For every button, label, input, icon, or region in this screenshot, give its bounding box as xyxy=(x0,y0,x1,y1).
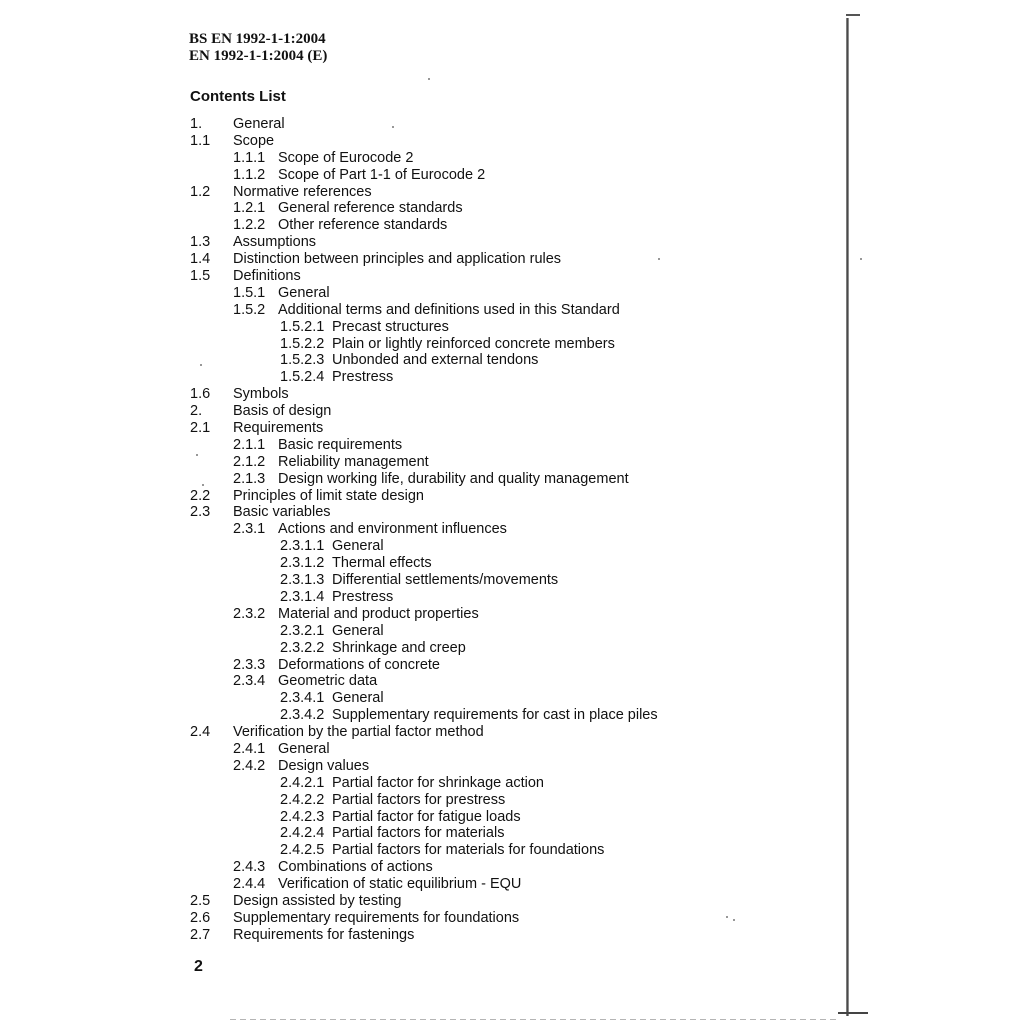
page-bottom-edge xyxy=(230,1019,840,1020)
toc-entry-number: 2.3.2.2 xyxy=(280,639,325,656)
toc-entry-number: 1.6 xyxy=(190,386,211,403)
toc-entry-title: Prestress xyxy=(332,369,394,386)
toc-entry xyxy=(190,302,830,319)
toc-entry xyxy=(190,690,830,707)
toc-entry-title: Design values xyxy=(278,757,370,774)
toc-entry-title: Basic requirements xyxy=(278,436,403,453)
toc-entry xyxy=(190,640,830,657)
toc-entry-title: Verification of static equilibrium - EQU xyxy=(278,876,522,893)
toc-entry xyxy=(190,437,830,454)
binding-edge-foot xyxy=(838,1012,868,1014)
toc-entry-number: 2.3.4 xyxy=(233,673,266,690)
toc-entry-title: Scope of Part 1-1 of Eurocode 2 xyxy=(278,166,486,183)
toc-entry-number: 1.1.1 xyxy=(233,149,266,166)
toc-entry-title: Verification by the partial factor method xyxy=(233,724,484,741)
scan-speck xyxy=(196,454,198,456)
toc-entry-title: Definitions xyxy=(233,268,301,285)
toc-entry-title: General xyxy=(332,690,384,707)
toc-entry xyxy=(190,555,830,572)
toc-entry xyxy=(190,336,830,353)
toc-entry-title: Plain or lightly reinforced concrete members xyxy=(332,335,615,352)
toc-entry-number: 1. xyxy=(190,116,203,132)
toc-entry-title: Supplementary requirements for foundations xyxy=(233,909,520,926)
toc-entry-title: Requirements xyxy=(233,420,324,437)
standard-reference-edition: EN 1992-1-1:2004 (E) xyxy=(189,48,328,64)
toc-entry-title: Basic variables xyxy=(233,504,331,521)
binding-edge-top xyxy=(846,14,860,16)
toc-entry xyxy=(190,707,830,724)
toc-entry-number: 2.4.2.1 xyxy=(280,774,325,791)
toc-entry-number: 2.4.2.5 xyxy=(280,842,325,859)
toc-entry-title: Thermal effects xyxy=(332,555,432,572)
toc-entry-title: Shrinkage and creep xyxy=(332,639,466,656)
toc-entry-number: 2.2 xyxy=(190,487,211,504)
scan-speck xyxy=(392,126,394,128)
toc-entry-title: Requirements for fastenings xyxy=(233,926,415,943)
toc-entry-title: Additional terms and definitions used in this Standard xyxy=(278,301,620,318)
toc-entry-title: Unbonded and external tendons xyxy=(332,352,539,369)
toc-entry xyxy=(190,116,830,133)
toc-entry-number: 2.7 xyxy=(190,926,211,943)
toc-entry-number: 1.5.2.1 xyxy=(280,318,325,335)
toc-entry xyxy=(190,538,830,555)
toc-entry xyxy=(190,420,830,437)
standard-reference: BS EN 1992-1-1:2004 xyxy=(189,31,326,47)
toc-entry-title: Combinations of actions xyxy=(278,859,433,876)
toc-entry-title: General reference standards xyxy=(278,200,463,217)
toc-entry-number: 2.3.4.1 xyxy=(280,690,325,707)
toc-entry xyxy=(190,606,830,623)
toc-entry-number: 2.3.2.1 xyxy=(280,622,325,639)
toc-entry-title: Other reference standards xyxy=(278,217,448,234)
toc-entry-number: 1.5.2.2 xyxy=(280,335,325,352)
toc-entry-title: Reliability management xyxy=(278,453,429,470)
toc-entry-number: 2.1 xyxy=(190,420,211,437)
toc-entry xyxy=(190,893,830,910)
toc-entry xyxy=(190,809,830,826)
toc-entry-number: 2.4.2 xyxy=(233,757,266,774)
toc-entry xyxy=(190,251,830,268)
toc-entry xyxy=(190,319,830,336)
toc-entry-number: 1.5.1 xyxy=(233,284,266,301)
toc-entry-number: 1.5.2 xyxy=(233,301,266,318)
binding-edge xyxy=(846,18,849,1016)
toc-entry-title: Scope xyxy=(233,132,275,149)
toc-entry xyxy=(190,521,830,538)
toc-entry xyxy=(190,775,830,792)
toc-entry-number: 2.1.2 xyxy=(233,453,266,470)
toc-entry-title: Distinction between principles and application rules xyxy=(233,251,562,268)
toc-entry-title: Supplementary requirements for cast in place piles xyxy=(332,707,658,724)
toc-entry-title: General xyxy=(278,740,330,757)
scan-speck xyxy=(428,78,430,80)
toc-entry xyxy=(190,488,830,505)
toc-entry xyxy=(190,352,830,369)
toc-entry-number: 2.3.1.3 xyxy=(280,572,325,589)
toc-entry xyxy=(190,454,830,471)
scan-speck xyxy=(658,258,660,260)
toc-entry-title: Geometric data xyxy=(278,673,378,690)
toc-entry-title: Design assisted by testing xyxy=(233,892,402,909)
toc-entry-title: Scope of Eurocode 2 xyxy=(278,149,414,166)
toc-entry-number: 2.3.1.2 xyxy=(280,555,325,572)
scan-speck xyxy=(726,916,728,918)
toc-entry xyxy=(190,200,830,217)
toc-entry xyxy=(190,758,830,775)
toc-entry-number: 1.2.2 xyxy=(233,217,266,234)
toc-entry xyxy=(190,927,830,944)
toc-entry xyxy=(190,167,830,184)
toc-entry xyxy=(190,876,830,893)
toc-entry xyxy=(190,842,830,859)
scan-speck xyxy=(733,919,735,921)
toc-entry xyxy=(190,184,830,201)
toc-entry-number: 1.2.1 xyxy=(233,200,266,217)
toc-entry-number: 2.1.3 xyxy=(233,470,266,487)
toc-entry-title: Design working life, durability and quality management xyxy=(278,470,629,487)
toc-entry-number: 2.5 xyxy=(190,892,211,909)
toc-entry xyxy=(190,369,830,386)
toc-entry-number: 2.4.2.2 xyxy=(280,791,325,808)
toc-entry xyxy=(190,724,830,741)
toc-entry-title: General xyxy=(332,538,384,555)
toc-entry-title: Partial factors for prestress xyxy=(332,791,506,808)
toc-entry-title: Differential settlements/movements xyxy=(332,572,559,589)
toc-entry-number: 2.4.2.4 xyxy=(280,825,325,842)
toc-entry-title: Deformations of concrete xyxy=(278,656,440,673)
toc-entry xyxy=(190,741,830,758)
toc-entry-number: 1.5.2.4 xyxy=(280,369,325,386)
toc-entry xyxy=(190,471,830,488)
toc-entry-number: 2.4 xyxy=(190,724,211,741)
toc-entry xyxy=(190,285,830,302)
toc-entry-number: 2.1.1 xyxy=(233,436,266,453)
toc-entry-title: Normative references xyxy=(233,183,372,200)
scan-speck xyxy=(200,364,202,366)
scan-speck xyxy=(860,258,862,260)
toc-entry-number: 2.3.1.4 xyxy=(280,588,325,605)
toc-entry xyxy=(190,504,830,521)
toc-entry xyxy=(190,825,830,842)
toc-entry-title: Basis of design xyxy=(233,403,332,420)
toc-entry-number: 2.4.1 xyxy=(233,740,266,757)
scan-speck xyxy=(202,484,204,486)
toc-entry xyxy=(190,859,830,876)
toc-entry-number: 2.3.4.2 xyxy=(280,707,325,724)
toc-entry-title: Actions and environment influences xyxy=(278,521,507,538)
table-of-contents xyxy=(190,116,830,944)
toc-entry-number: 2.3.1 xyxy=(233,521,266,538)
document-header xyxy=(189,31,327,65)
toc-entry xyxy=(190,657,830,674)
toc-entry-number: 1.5 xyxy=(190,268,211,285)
toc-entry-title: Material and product properties xyxy=(278,605,479,622)
toc-entry-title: Partial factor for fatigue loads xyxy=(332,808,521,825)
toc-entry-title: Partial factors for materials xyxy=(332,825,505,842)
contents-title: Contents List xyxy=(190,88,286,105)
toc-entry-number: 1.3 xyxy=(190,234,211,251)
toc-entry xyxy=(190,133,830,150)
toc-entry xyxy=(190,386,830,403)
toc-entry-number: 1.1.2 xyxy=(233,166,266,183)
toc-entry-number: 2.3.2 xyxy=(233,605,266,622)
toc-entry-number: 1.2 xyxy=(190,183,211,200)
toc-entry xyxy=(190,623,830,640)
page-number: 2 xyxy=(194,958,203,975)
toc-entry-title: Assumptions xyxy=(233,234,317,251)
toc-entry-title: Symbols xyxy=(233,386,289,403)
toc-entry-number: 1.4 xyxy=(190,251,211,268)
toc-entry-title: General xyxy=(332,622,384,639)
toc-entry-title: General xyxy=(278,284,330,301)
toc-entry xyxy=(190,673,830,690)
toc-entry-title: Prestress xyxy=(332,588,394,605)
toc-entry-number: 2. xyxy=(190,403,203,420)
toc-entry-title: Partial factor for shrinkage action xyxy=(332,774,544,791)
toc-entry xyxy=(190,572,830,589)
toc-entry-number: 2.3.3 xyxy=(233,656,266,673)
toc-entry xyxy=(190,234,830,251)
toc-entry xyxy=(190,403,830,420)
toc-entry-number: 1.1 xyxy=(190,132,211,149)
toc-entry-title: Partial factors for materials for foundations xyxy=(332,842,605,859)
toc-entry xyxy=(190,150,830,167)
toc-entry-number: 2.6 xyxy=(190,909,211,926)
toc-entry xyxy=(190,792,830,809)
toc-entry-number: 2.4.4 xyxy=(233,876,266,893)
toc-entry-number: 2.4.3 xyxy=(233,859,266,876)
toc-entry-number: 2.3 xyxy=(190,504,211,521)
toc-entry-number: 2.4.2.3 xyxy=(280,808,325,825)
toc-entry-number: 2.3.1.1 xyxy=(280,538,325,555)
toc-entry-title: Precast structures xyxy=(332,318,449,335)
toc-entry-number: 1.5.2.3 xyxy=(280,352,325,369)
toc-entry xyxy=(190,268,830,285)
toc-entry-title: General xyxy=(233,116,285,132)
toc-entry-title: Principles of limit state design xyxy=(233,487,424,504)
toc-entry xyxy=(190,589,830,606)
toc-entry xyxy=(190,217,830,234)
